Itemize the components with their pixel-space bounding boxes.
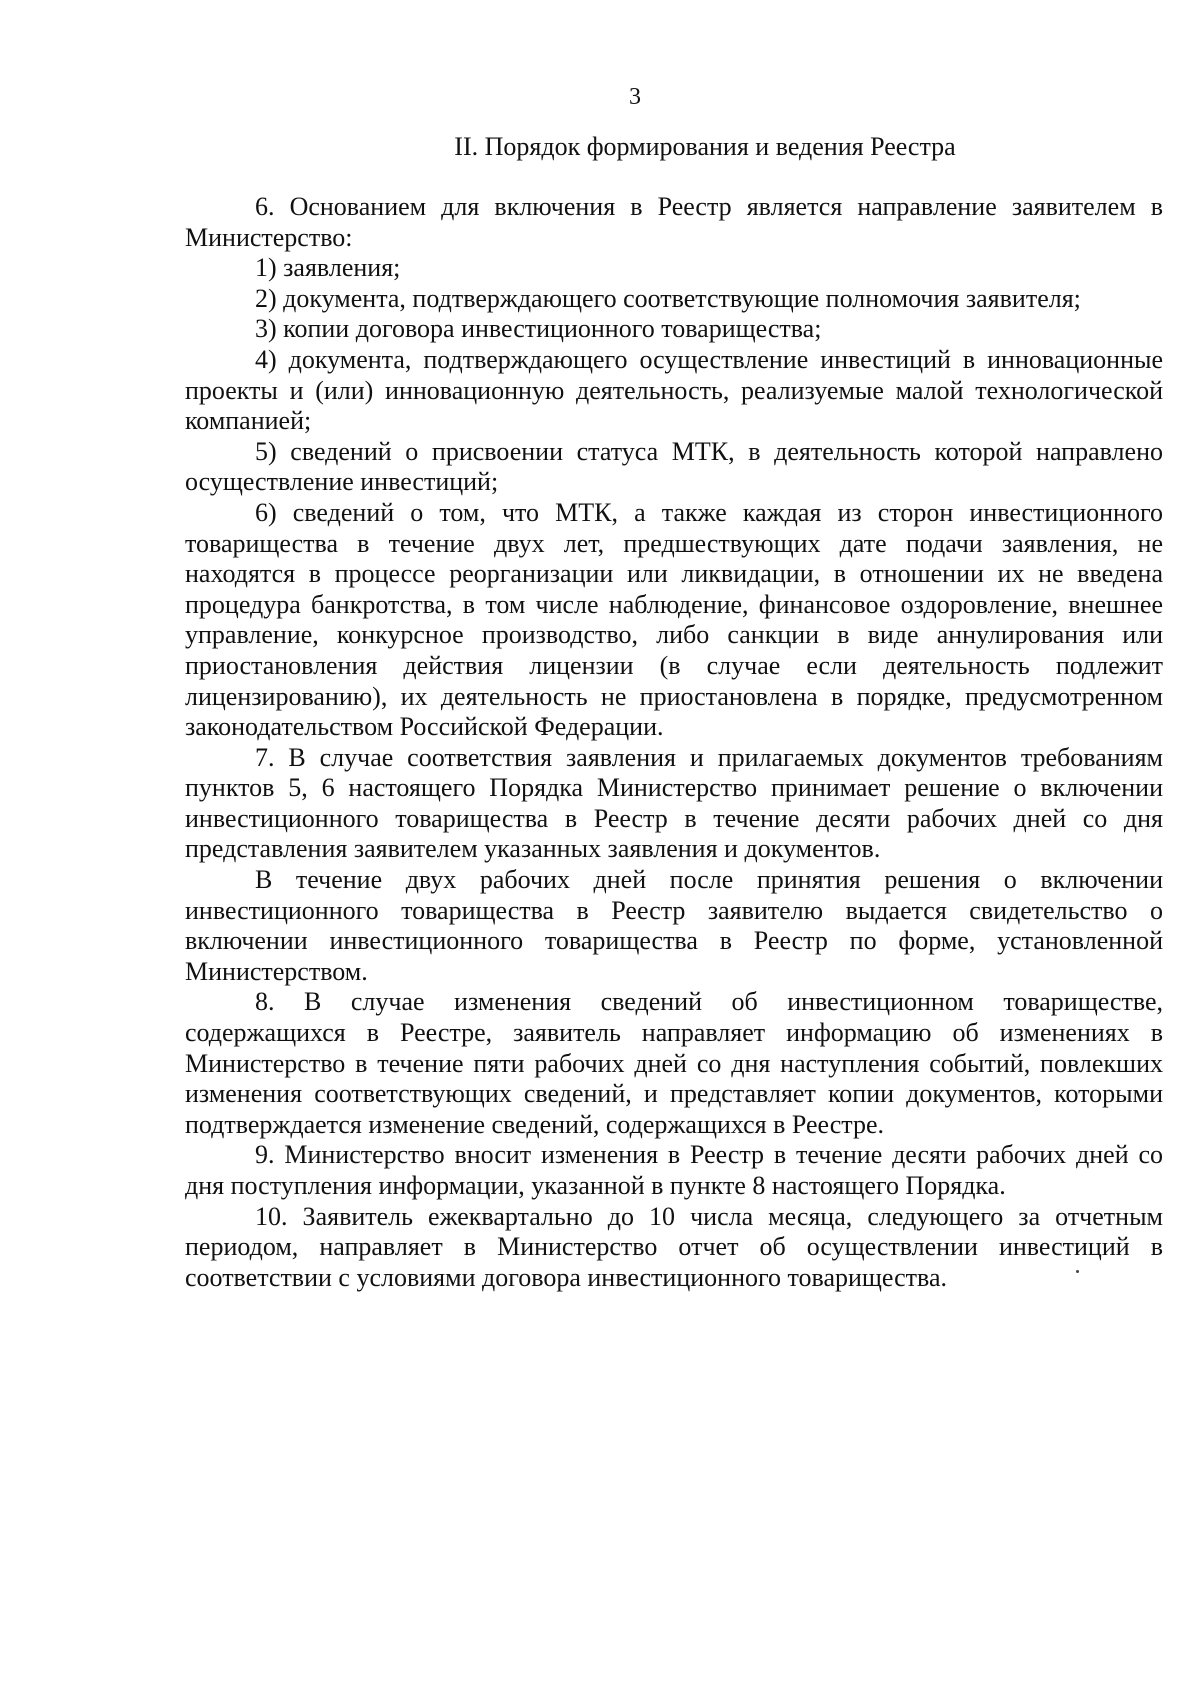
paragraph-9: 9. Министерство вносит изменения в Реестр в течение десяти рабочих дней со дня поступления информации, указанной в пункте 8 настоящего Порядка.: [185, 1140, 1163, 1200]
list-item-6: 6) сведений о том, что МТК, а также каждая из сторон инвестиционного товарищества в течение двух лет, предшествующих дате подачи заявления, не находятся в процессе реорганизации или ликвидации, в отношении их не введена процедура банкротства, в том числе наблюдение, финансовое оздоровление, внешнее управление, конкурсное производство, либо санкции в виде аннулирования или приостановления действия лицензии (в случае если деятельность подлежит лицензированию), их деятельность не приостановлена в порядке, предусмотренном законодательством Российской Федерации.: [185, 497, 1163, 742]
body-text: [185, 192, 1163, 1293]
paragraph-7: 7. В случае соответствия заявления и прилагаемых документов требованиям пунктов 5, 6 настоящего Порядка Министерство принимает решение о включении инвестиционного товарищества в Реестр в течение десяти рабочих дней со дня представления заявителем указанных заявления и документов.: [185, 742, 1163, 864]
list-item-1: 1) заявления;: [255, 253, 401, 283]
list-item-2: 2) документа, подтверждающего соответствующие полномочия заявителя;: [255, 283, 1081, 313]
paragraph-7-continued: В течение двух рабочих дней после принятия решения о включении инвестиционного товарищества в Реестр заявителю выдается свидетельство о включении инвестиционного товарищества в Реестр по форме, установленной Министерством.: [185, 865, 1163, 986]
list-item-3: 3) копии договора инвестиционного товарищества;: [255, 314, 822, 344]
scan-speck: [1076, 1270, 1079, 1273]
page-number: 3: [629, 84, 641, 110]
list-item-4: 4) документа, подтверждающего осуществление инвестиций в инновационные проекты и (или) инновационную деятельность, реализуемые малой технологической компанией;: [185, 344, 1163, 436]
paragraph-10: 10. Заявитель ежеквартально до 10 числа месяца, следующего за отчетным периодом, направляет в Министерство отчет об осуществлении инвестиций в соответствии с условиями договора инвестиционного товарищества.: [185, 1201, 1163, 1292]
paragraph-8: 8. В случае изменения сведений об инвестиционном товариществе, содержащихся в Реестре, заявитель направляет информацию об изменениях в Министерство в течение пяти рабочих дней со дня наступления событий, повлекших изменения соответствующих сведений, и представляет копии документов, которыми подтверждается изменение сведений, содержащихся в Реестре.: [185, 987, 1163, 1139]
paragraph-6: 6. Основанием для включения в Реестр является направление заявителем в Министерство:: [185, 192, 1163, 252]
list-item-5: 5) сведений о присвоении статуса МТК, в деятельность которой направлено осуществление инвестиций;: [185, 436, 1163, 497]
section-title: II. Порядок формирования и ведения Реестра: [454, 132, 956, 161]
